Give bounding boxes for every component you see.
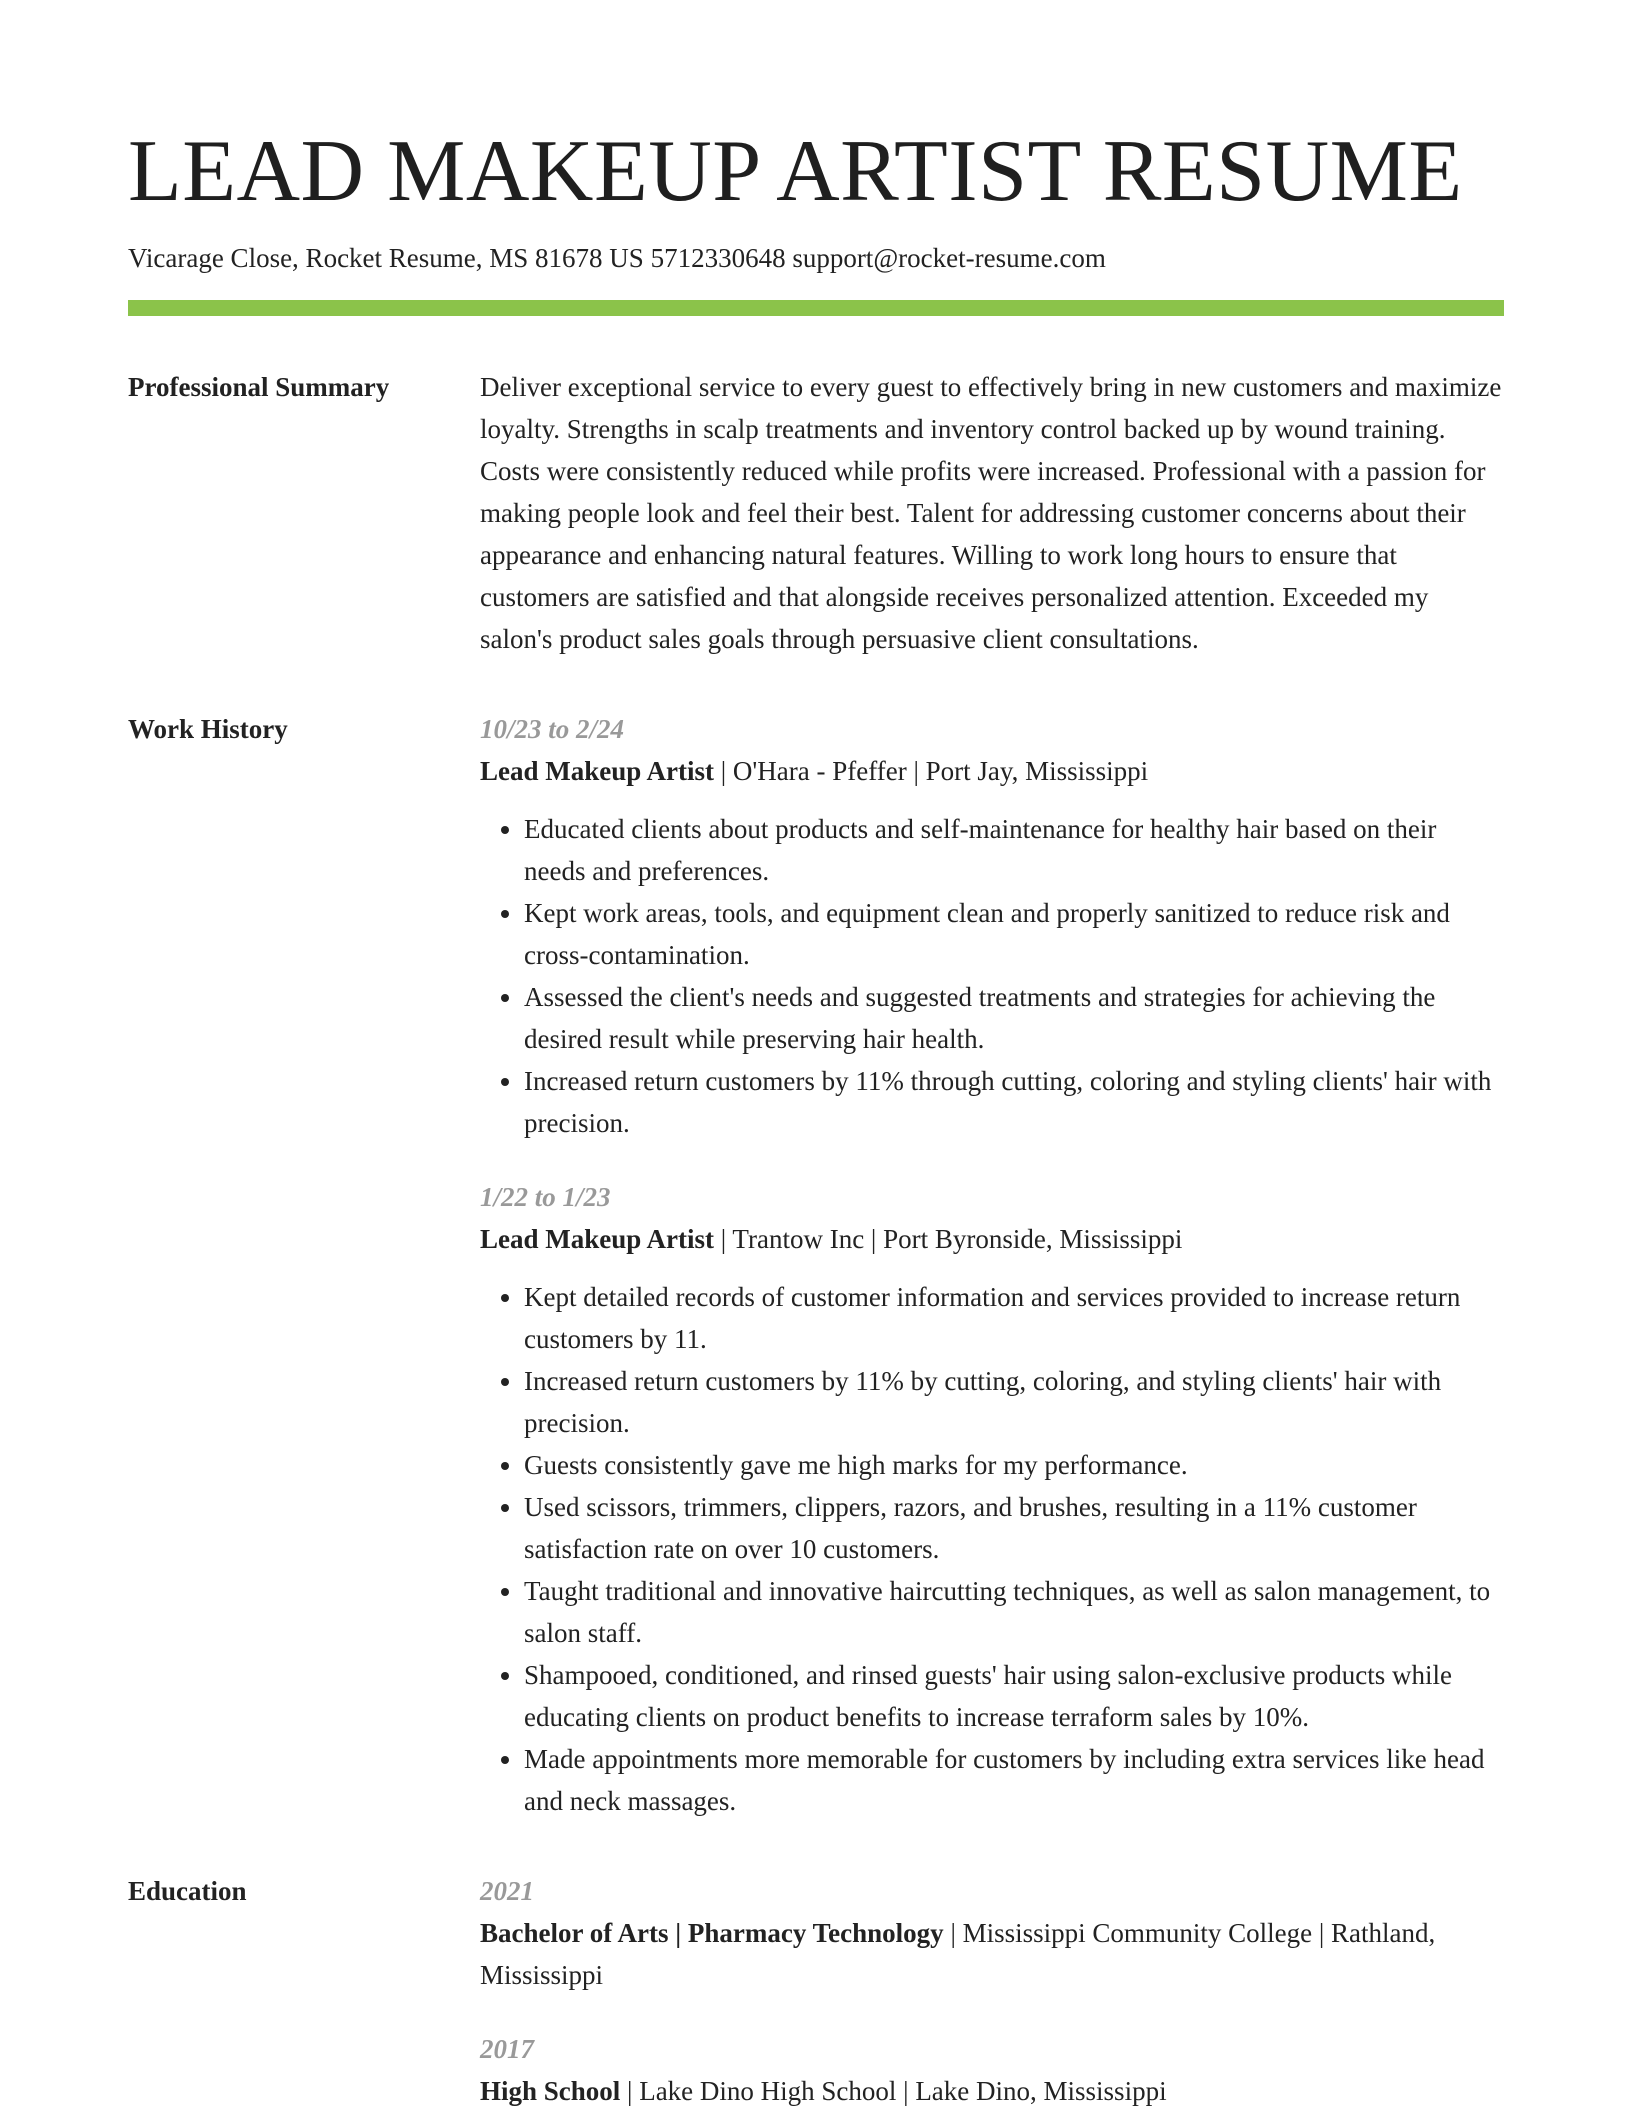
education-label: Education bbox=[128, 1876, 247, 1906]
job-entry bbox=[480, 1176, 1504, 1822]
education-details: | Mississippi Community College | Rathland, Mississippi bbox=[480, 1918, 1436, 1990]
summary-section bbox=[128, 366, 1504, 660]
education-entry bbox=[480, 1870, 1504, 1996]
education-degree: Bachelor of Arts | Pharmacy Technology bbox=[480, 1918, 944, 1948]
contact-email: support@rocket-resume.com bbox=[792, 243, 1106, 273]
education-degree: High School bbox=[480, 2076, 621, 2106]
education-details: | Lake Dino High School | Lake Dino, Mississippi bbox=[620, 2076, 1167, 2106]
job-details: | O'Hara - Pfeffer | Port Jay, Mississippi bbox=[714, 756, 1149, 786]
work-history-content bbox=[480, 708, 1504, 1822]
education-line bbox=[480, 1912, 1504, 1996]
job-title: Lead Makeup Artist bbox=[480, 756, 715, 786]
job-role-line bbox=[480, 1218, 1504, 1260]
accent-divider bbox=[128, 300, 1504, 316]
summary-label: Professional Summary bbox=[128, 372, 390, 402]
education-line bbox=[480, 2070, 1504, 2112]
education-section bbox=[128, 1870, 1504, 2112]
job-bullet: • Educated clients about products and self-maintenance for healthy hair based on their needs and preferences. bbox=[524, 808, 1504, 892]
job-dates: 1/22 to 1/23 bbox=[480, 1182, 611, 1212]
job-bullet: • Increased return customers by 11% by cutting, coloring, and styling clients' hair with precision. bbox=[524, 1360, 1504, 1444]
job-bullet: • Kept work areas, tools, and equipment clean and properly sanitized to reduce risk and cross-contamination. bbox=[524, 892, 1504, 976]
job-bullet-list bbox=[480, 808, 1504, 1144]
job-bullet: • Guests consistently gave me high marks for my performance. bbox=[524, 1444, 1504, 1486]
job-title: Lead Makeup Artist bbox=[480, 1224, 715, 1254]
job-entry bbox=[480, 708, 1504, 1144]
job-bullet: • Kept detailed records of customer information and services provided to increase return customers by 11. bbox=[524, 1276, 1504, 1360]
job-bullet-list bbox=[480, 1276, 1504, 1822]
job-role-line bbox=[480, 750, 1504, 792]
work-history-section bbox=[128, 708, 1504, 1822]
job-details: | Trantow Inc | Port Byronside, Mississippi bbox=[714, 1224, 1183, 1254]
job-bullet: • Used scissors, trimmers, clippers, razors, and brushes, resulting in a 11% customer satisfaction rate on over 10 customers. bbox=[524, 1486, 1504, 1570]
contact-address: Vicarage Close, Rocket Resume, MS 81678 US bbox=[128, 243, 644, 273]
education-entry bbox=[480, 2028, 1504, 2112]
job-bullet: • Increased return customers by 11% through cutting, coloring and styling clients' hair with precision. bbox=[524, 1060, 1504, 1144]
job-bullet: • Made appointments more memorable for customers by including extra services like head and neck massages. bbox=[524, 1738, 1504, 1822]
job-bullet: • Taught traditional and innovative haircutting techniques, as well as salon management, to salon staff. bbox=[524, 1570, 1504, 1654]
contact-line bbox=[128, 240, 1504, 276]
resume-page bbox=[128, 118, 1504, 2112]
contact-phone: 5712330648 bbox=[650, 243, 786, 273]
resume-title: LEAD MAKEUP ARTIST RESUME bbox=[128, 123, 1463, 220]
job-bullet: • Shampooed, conditioned, and rinsed guests' hair using salon-exclusive products while educating clients on product benefits to increase terraform sales by 10%. bbox=[524, 1654, 1504, 1738]
job-dates: 10/23 to 2/24 bbox=[480, 714, 625, 744]
education-year: 2021 bbox=[480, 1876, 534, 1906]
summary-content bbox=[480, 366, 1504, 660]
education-year: 2017 bbox=[480, 2034, 534, 2064]
job-bullet: • Assessed the client's needs and suggested treatments and strategies for achieving the desired result while preserving hair health. bbox=[524, 976, 1504, 1060]
summary-text: Deliver exceptional service to every guest to effectively bring in new customers and maximize loyalty. Strengths in scalp treatments and inventory control backed up by wound training. Costs were consistently reduced while profits were increased. Professional with a passion for making people look and feel their best. Talent for addressing customer concerns about their appearance and enhancing natural features. Willing to work long hours to ensure that customers are satisfied and that alongside receives personalized attention. Exceeded my salon's product sales goals through persuasive client consultations. bbox=[480, 372, 1502, 654]
education-content bbox=[480, 1870, 1504, 2112]
work-history-label: Work History bbox=[128, 714, 288, 744]
